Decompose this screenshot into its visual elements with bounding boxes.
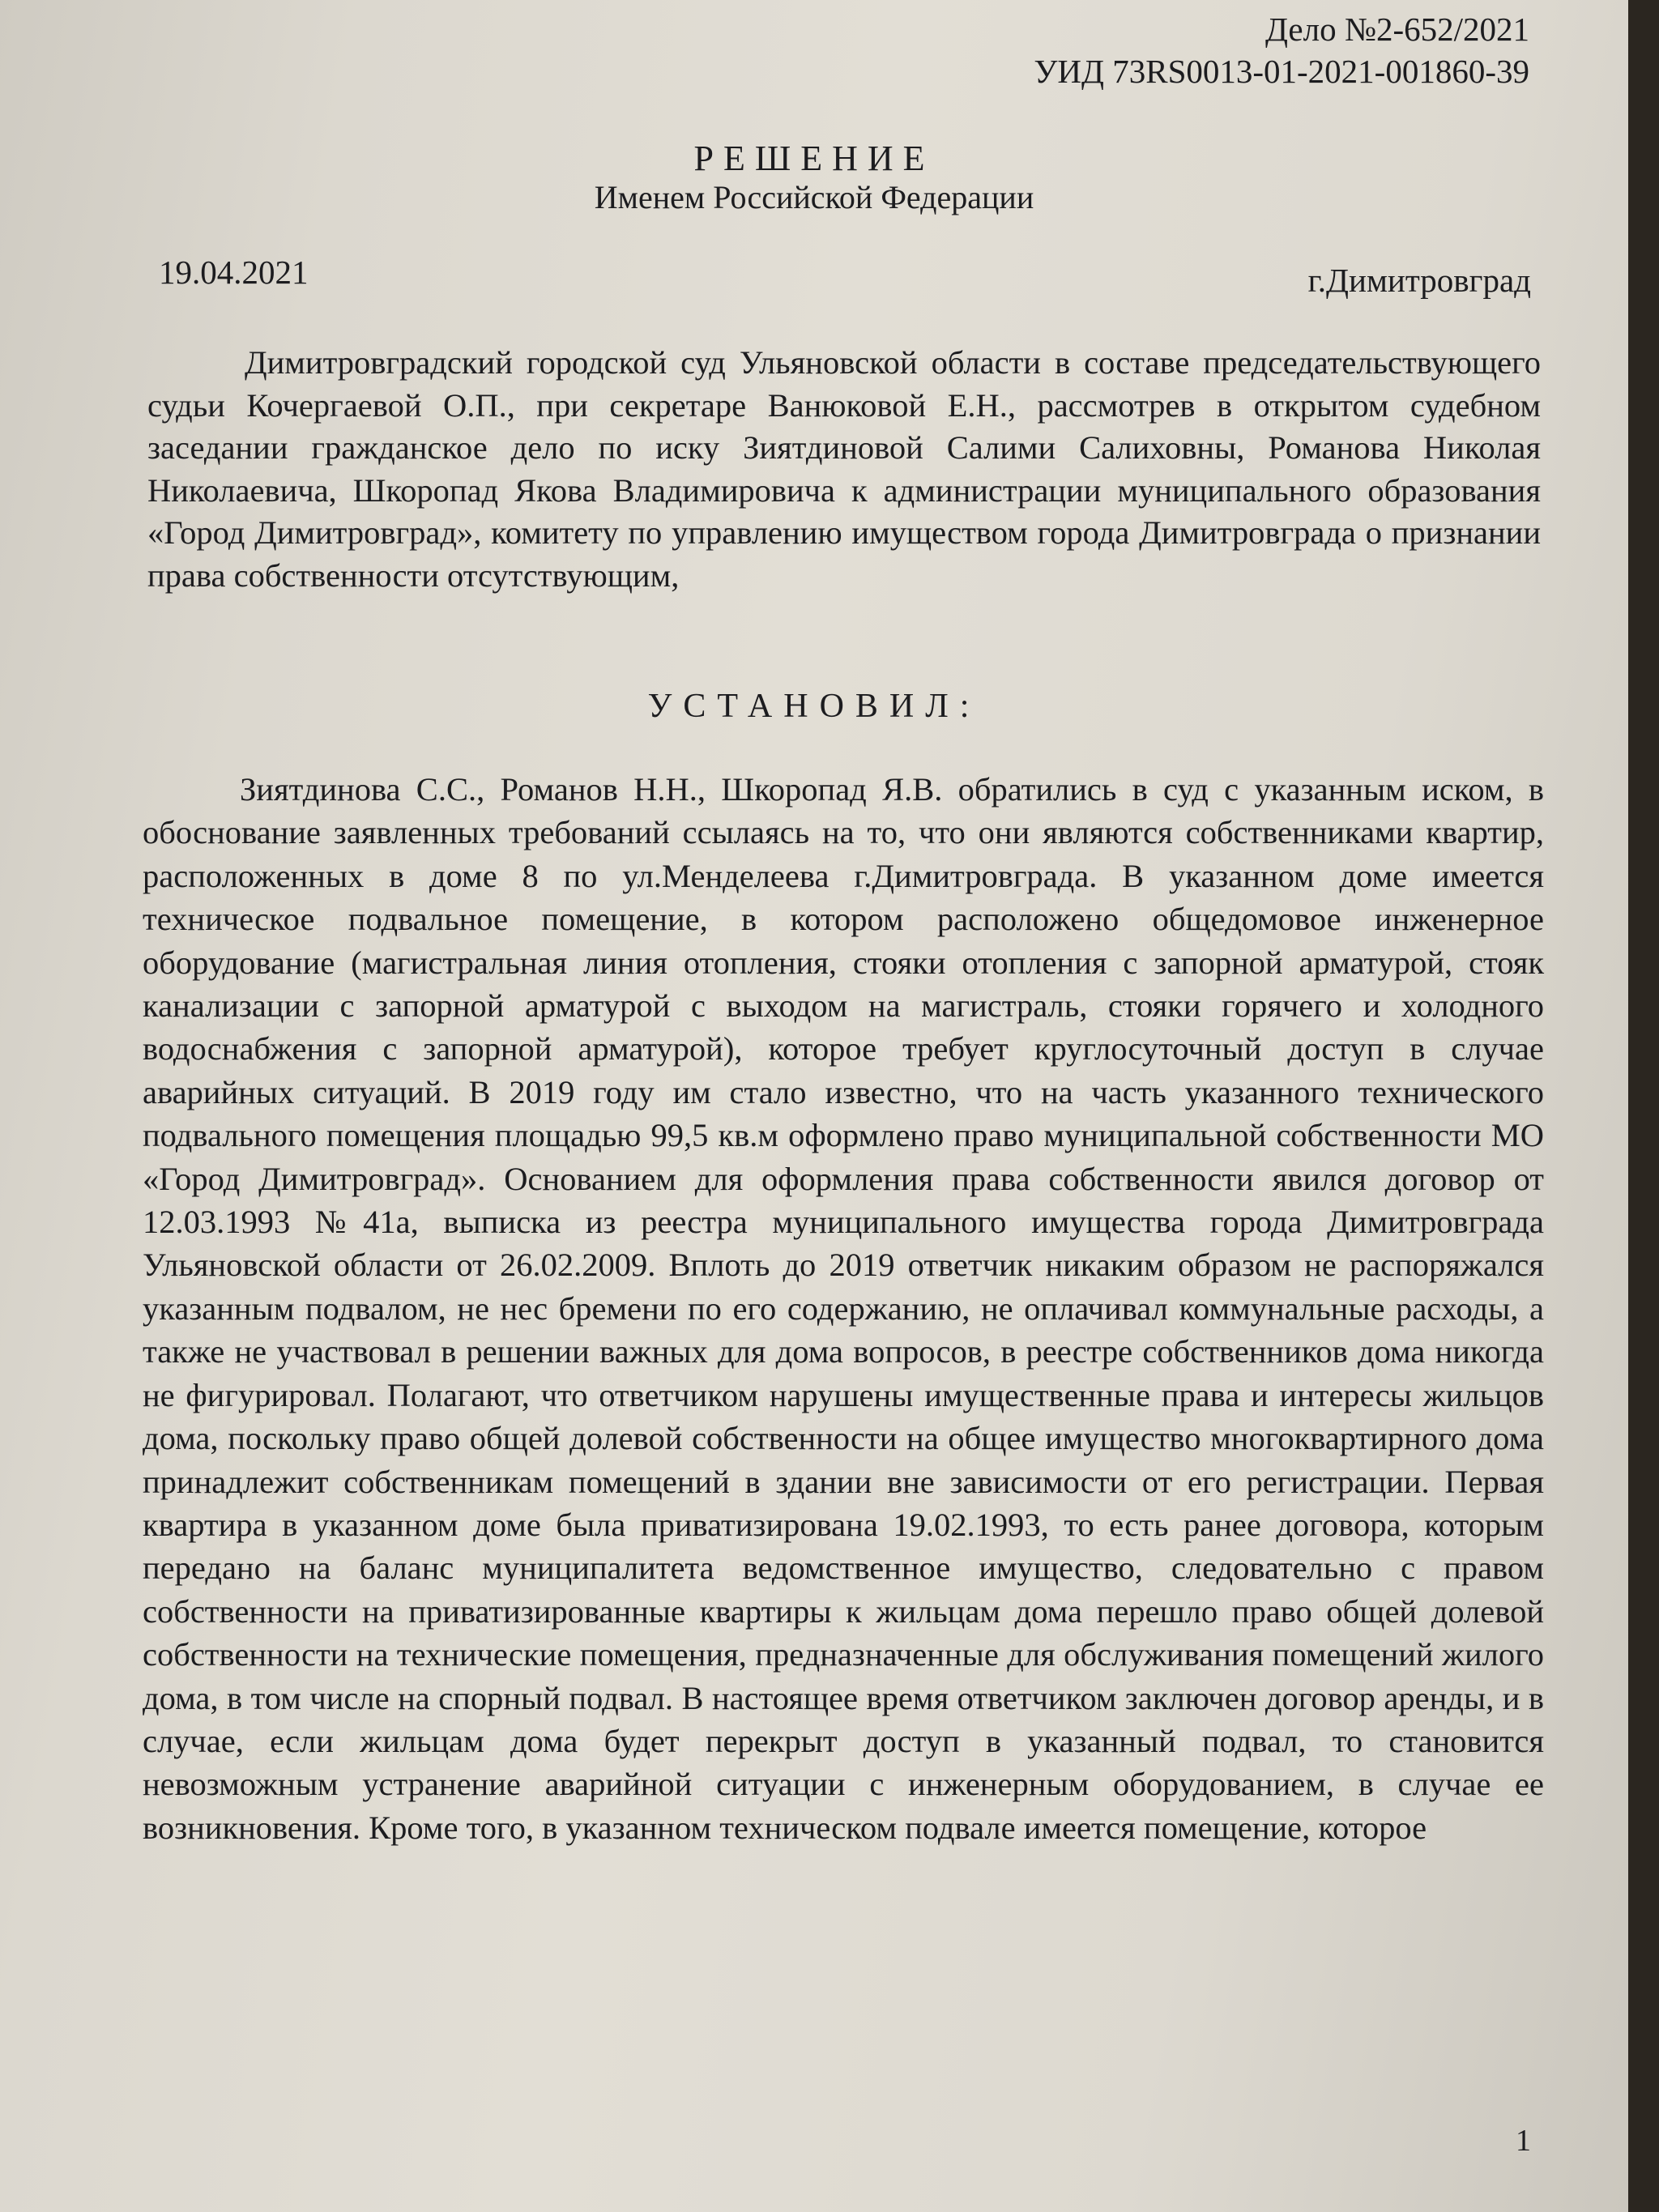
case-number: Дело №2-652/2021 <box>1265 11 1529 48</box>
decision-date: 19.04.2021 <box>159 254 309 291</box>
body-paragraph: Зиятдинова С.С., Романов Н.Н., Шкоропад Я.В. обратились в суд с указанным иском, в обоснование заявленных требований ссылаясь на то, что они являются собственниками квартир, расположенных в доме 8 по ул.Менделеева г.Димитровграда. В указанном доме имеется техническое подвальное помещение, в котором расположено общедомовое инженерное оборудование (магистральная линия отопления, стояки отопления с запорной арматурой, стояк канализации с запорной арматурой с выходом на магистраль, стояки горячего и холодного водоснабжения с запорной арматурой), которое требует круглосуточный доступ в случае аварийных ситуаций. В 2019 году им стало известно, что на часть указанного технического подвального помещения площадью 99,5 кв.м оформлено право муниципальной собственности МО «Город Димитровград». Основанием для оформления права собственности явился договор от 12.03.1993 №41а, выписка из реестра муниципального имущества города Димитровграда Ульяновской области от 26.02.2009. Вплоть до 2019 ответчик никаким образом не распоряжался указанным подвалом, не нес бремени по его содержанию, не оплачивал коммунальные расходы, а также не участвовал в решении важных для дома вопросов, в реестре собственников дома никогда не фигурировал. Полагают, что ответчиком нарушены имущественные права и интересы жильцов дома, поскольку право общей долевой собственности на общее имущество многоквартирного дома принадлежит собственникам помещений в здании вне зависимости от его регистрации. Первая квартира в указанном доме была приватизирована 19.02.1993, то есть ранее договора, которым передано на баланс муниципалитета ведомственное имущество, следовательно с правом собственности на приватизированные квартиры к жильцам дома перешло право общей долевой собственности на технические помещения, предназначенные для обслуживания помещений жилого дома, в том числе на спорный подвал. В настоящее время ответчиком заключен договор аренды, и в случае, если жильцам дома будет перекрыт доступ в указанный подвал, то становится невозможным устранение аварийной ситуации с инженерным оборудованием, в случае ее возникновения. Кроме того, в указанном техническом подвале имеется помещение, которое <box>143 771 1544 1846</box>
document-subtitle: Именем Российской Федерации <box>594 179 1034 215</box>
section-heading: УСТАНОВИЛ: <box>647 688 981 725</box>
page-number: 1 <box>1516 2124 1531 2158</box>
case-uid: УИД 73RS0013-01-2021-001860-39 <box>1034 53 1529 90</box>
intro-paragraph: Димитровградский городской суд Ульяновской области в составе председательствующего судьи Кочергаевой О.П., при секретаре Ванюковой Е.Н., рассмотрев в открытом судебном заседании гражданское дело по иску Зиятдиновой Салими Салиховны, Романова Николая Николаевича, Шкоропад Якова Владимировича к администрации муниципального образования «Город Димитровград», комитету по управлению имуществом города Димитровграда о признании права собственности отсутствующим, <box>147 344 1541 594</box>
decision-city: г.Димитровград <box>1307 262 1531 299</box>
document-title: РЕШЕНИЕ <box>693 139 935 178</box>
